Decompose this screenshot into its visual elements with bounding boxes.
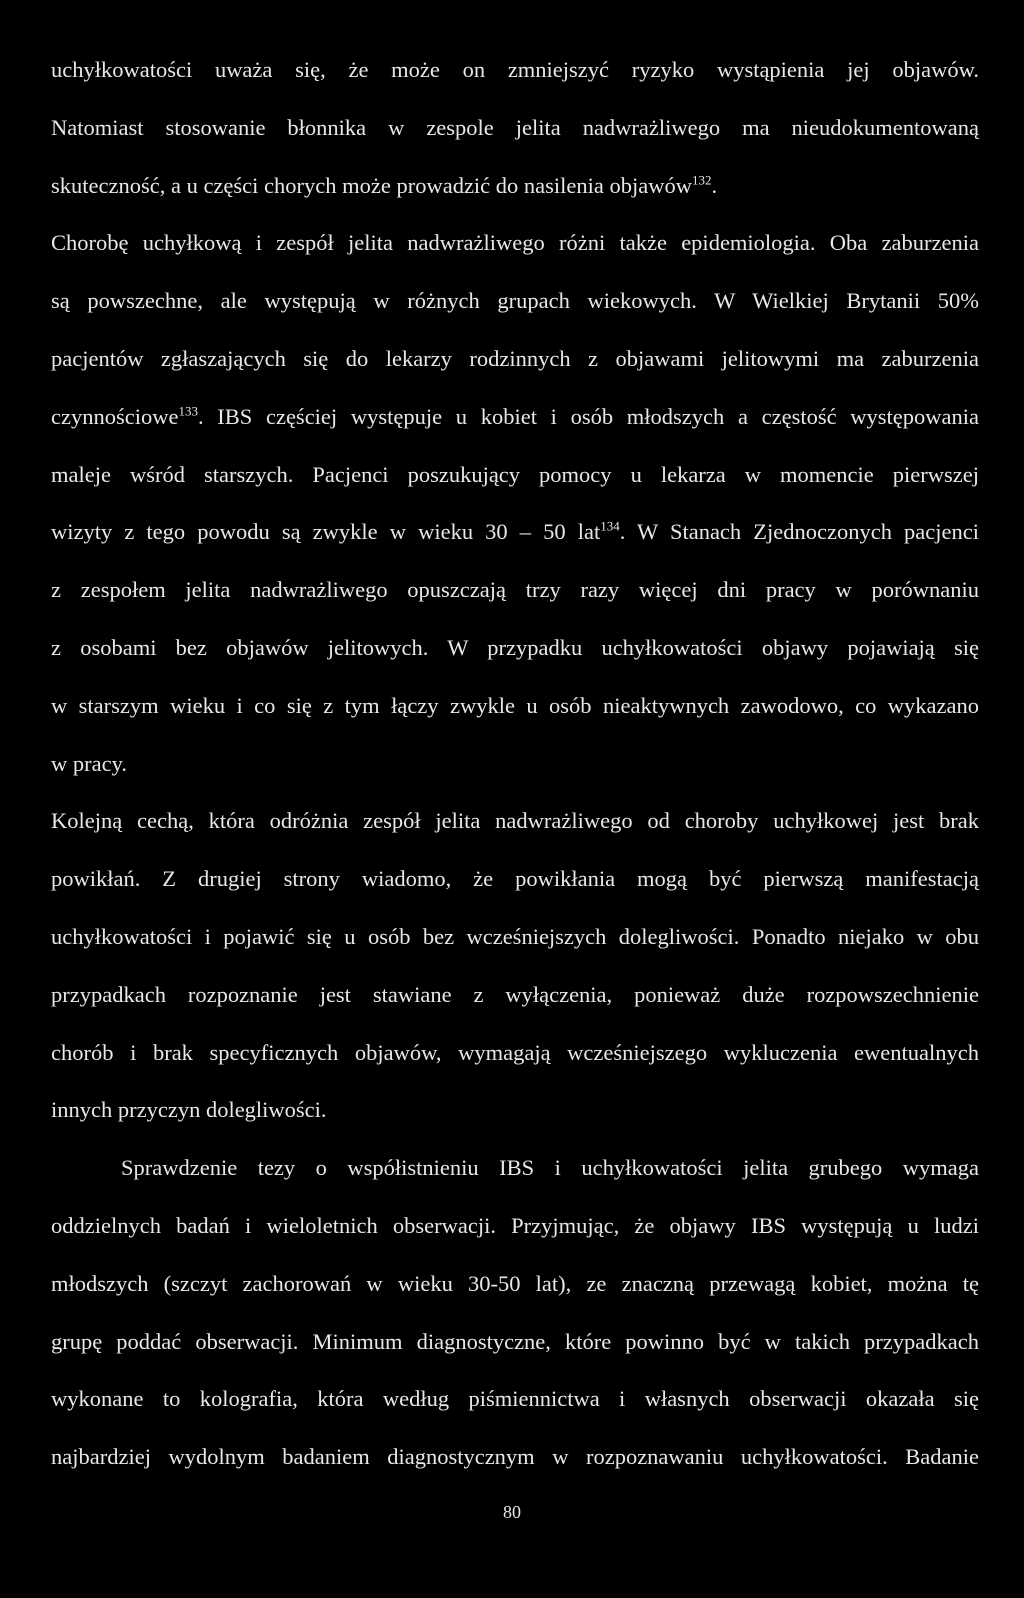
footnote-reference: 133 xyxy=(178,403,198,419)
line-text: uchyłkowatości uważa się, że może on zmniejszyć ryzyko wystąpienia jej objawów. xyxy=(51,57,979,82)
document-body xyxy=(51,52,979,1497)
text-line xyxy=(51,168,979,226)
line-text: innych przyczyn dolegliwości. xyxy=(51,1097,327,1123)
text-line xyxy=(51,803,979,861)
line-text: Kolejną cechą, która odróżnia zespół jelita nadwrażliwego od choroby uchyłkowej jest brak xyxy=(51,808,979,834)
text-line xyxy=(51,746,979,804)
text-line xyxy=(51,1266,979,1324)
text-line xyxy=(51,1324,979,1382)
line-text: wykonane to kolografia, która według piśmiennictwa i własnych obserwacji okazała się xyxy=(51,1386,979,1412)
line-text: maleje wśród starszych. Pacjenci poszukujący pomocy u lekarza w momencie pierwszej xyxy=(51,461,979,487)
text-line xyxy=(51,861,979,919)
footnote-reference: 134 xyxy=(600,518,620,534)
line-text-continuation: . IBS częściej występuje u kobiet i osób młodszych a częstość występowania xyxy=(197,403,979,429)
page-number: 80 xyxy=(503,1502,521,1522)
line-text: z zespołem jelita nadwrażliwego opuszczają trzy razy więcej dni pracy w porównaniu xyxy=(51,577,979,603)
line-text: wizyty z tego powodu są zwykle w wieku 30 – 50 lat xyxy=(51,519,601,545)
text-line xyxy=(51,1381,979,1439)
text-line xyxy=(51,1439,979,1497)
line-text: chorób i brak specyficznych objawów, wymagają wcześniejszego wykluczenia ewentualnych xyxy=(51,1039,979,1065)
text-line xyxy=(51,341,979,399)
line-text: grupę poddać obserwacji. Minimum diagnostyczne, które powinno być w takich przypadkach xyxy=(51,1328,979,1354)
line-text: Natomiast stosowanie błonnika w zespole jelita nadwrażliwego ma nieudokumentowaną xyxy=(51,114,979,140)
text-line xyxy=(51,1208,979,1266)
line-text: są powszechne, ale występują w różnych grupach wiekowych. W Wielkiej Brytanii 50% xyxy=(51,288,979,314)
text-line xyxy=(51,52,979,110)
line-text: uchyłkowatości i pojawić się u osób bez wcześniejszych dolegliwości. Ponadto niejako w obu xyxy=(51,923,979,949)
text-line xyxy=(51,110,979,168)
line-text: młodszych (szczyt zachorowań w wieku 30-50 lat), ze znaczną przewagą kobiet, można tę xyxy=(51,1270,979,1296)
line-text: w starszym wieku i co się z tym łączy zwykle u osób nieaktywnych zawodowo, co wykazano xyxy=(51,692,979,718)
footnote-reference: 132 xyxy=(692,172,712,188)
line-text: oddzielnych badań i wieloletnich obserwacji. Przyjmując, że objawy IBS występują u ludzi xyxy=(51,1212,979,1238)
line-text: z osobami bez objawów jelitowych. W przypadku uchyłkowatości objawy pojawiają się xyxy=(51,634,979,660)
line-text: Sprawdzenie tezy o współistnieniu IBS i uchyłkowatości jelita grubego wymaga xyxy=(121,1155,979,1181)
text-line xyxy=(51,688,979,746)
line-text: Chorobę uchyłkową i zespół jelita nadwrażliwego różni także epidemiologia. Oba zaburzenia xyxy=(51,230,979,256)
text-line xyxy=(51,919,979,977)
line-text-continuation: . xyxy=(711,172,718,198)
text-line xyxy=(51,225,979,283)
text-line xyxy=(51,283,979,341)
line-text: przypadkach rozpoznanie jest stawiane z wyłączenia, ponieważ duże rozpowszechnienie xyxy=(51,981,979,1007)
line-text-continuation: . W Stanach Zjednoczonych pacjenci xyxy=(619,519,979,545)
line-text: pacjentów zgłaszających się do lekarzy rodzinnych z objawami jelitowymi ma zaburzenia xyxy=(51,345,979,371)
text-line xyxy=(51,572,979,630)
line-text: powikłań. Z drugiej strony wiadomo, że powikłania mogą być pierwszą manifestacją xyxy=(51,866,979,892)
text-line xyxy=(51,977,979,1035)
text-line xyxy=(51,1092,979,1150)
text-line xyxy=(51,630,979,688)
text-line xyxy=(51,399,979,457)
text-line xyxy=(51,1035,979,1093)
text-line xyxy=(51,514,979,572)
line-text: najbardziej wydolnym badaniem diagnostycznym w rozpoznawaniu uchyłkowatości. Badanie xyxy=(51,1444,979,1470)
line-text: skuteczność, a u części chorych może prowadzić do nasilenia objawów xyxy=(51,172,692,198)
line-text: w pracy. xyxy=(51,750,128,776)
text-line xyxy=(51,1150,979,1208)
line-text: czynnościowe xyxy=(51,403,179,429)
text-line xyxy=(51,457,979,515)
